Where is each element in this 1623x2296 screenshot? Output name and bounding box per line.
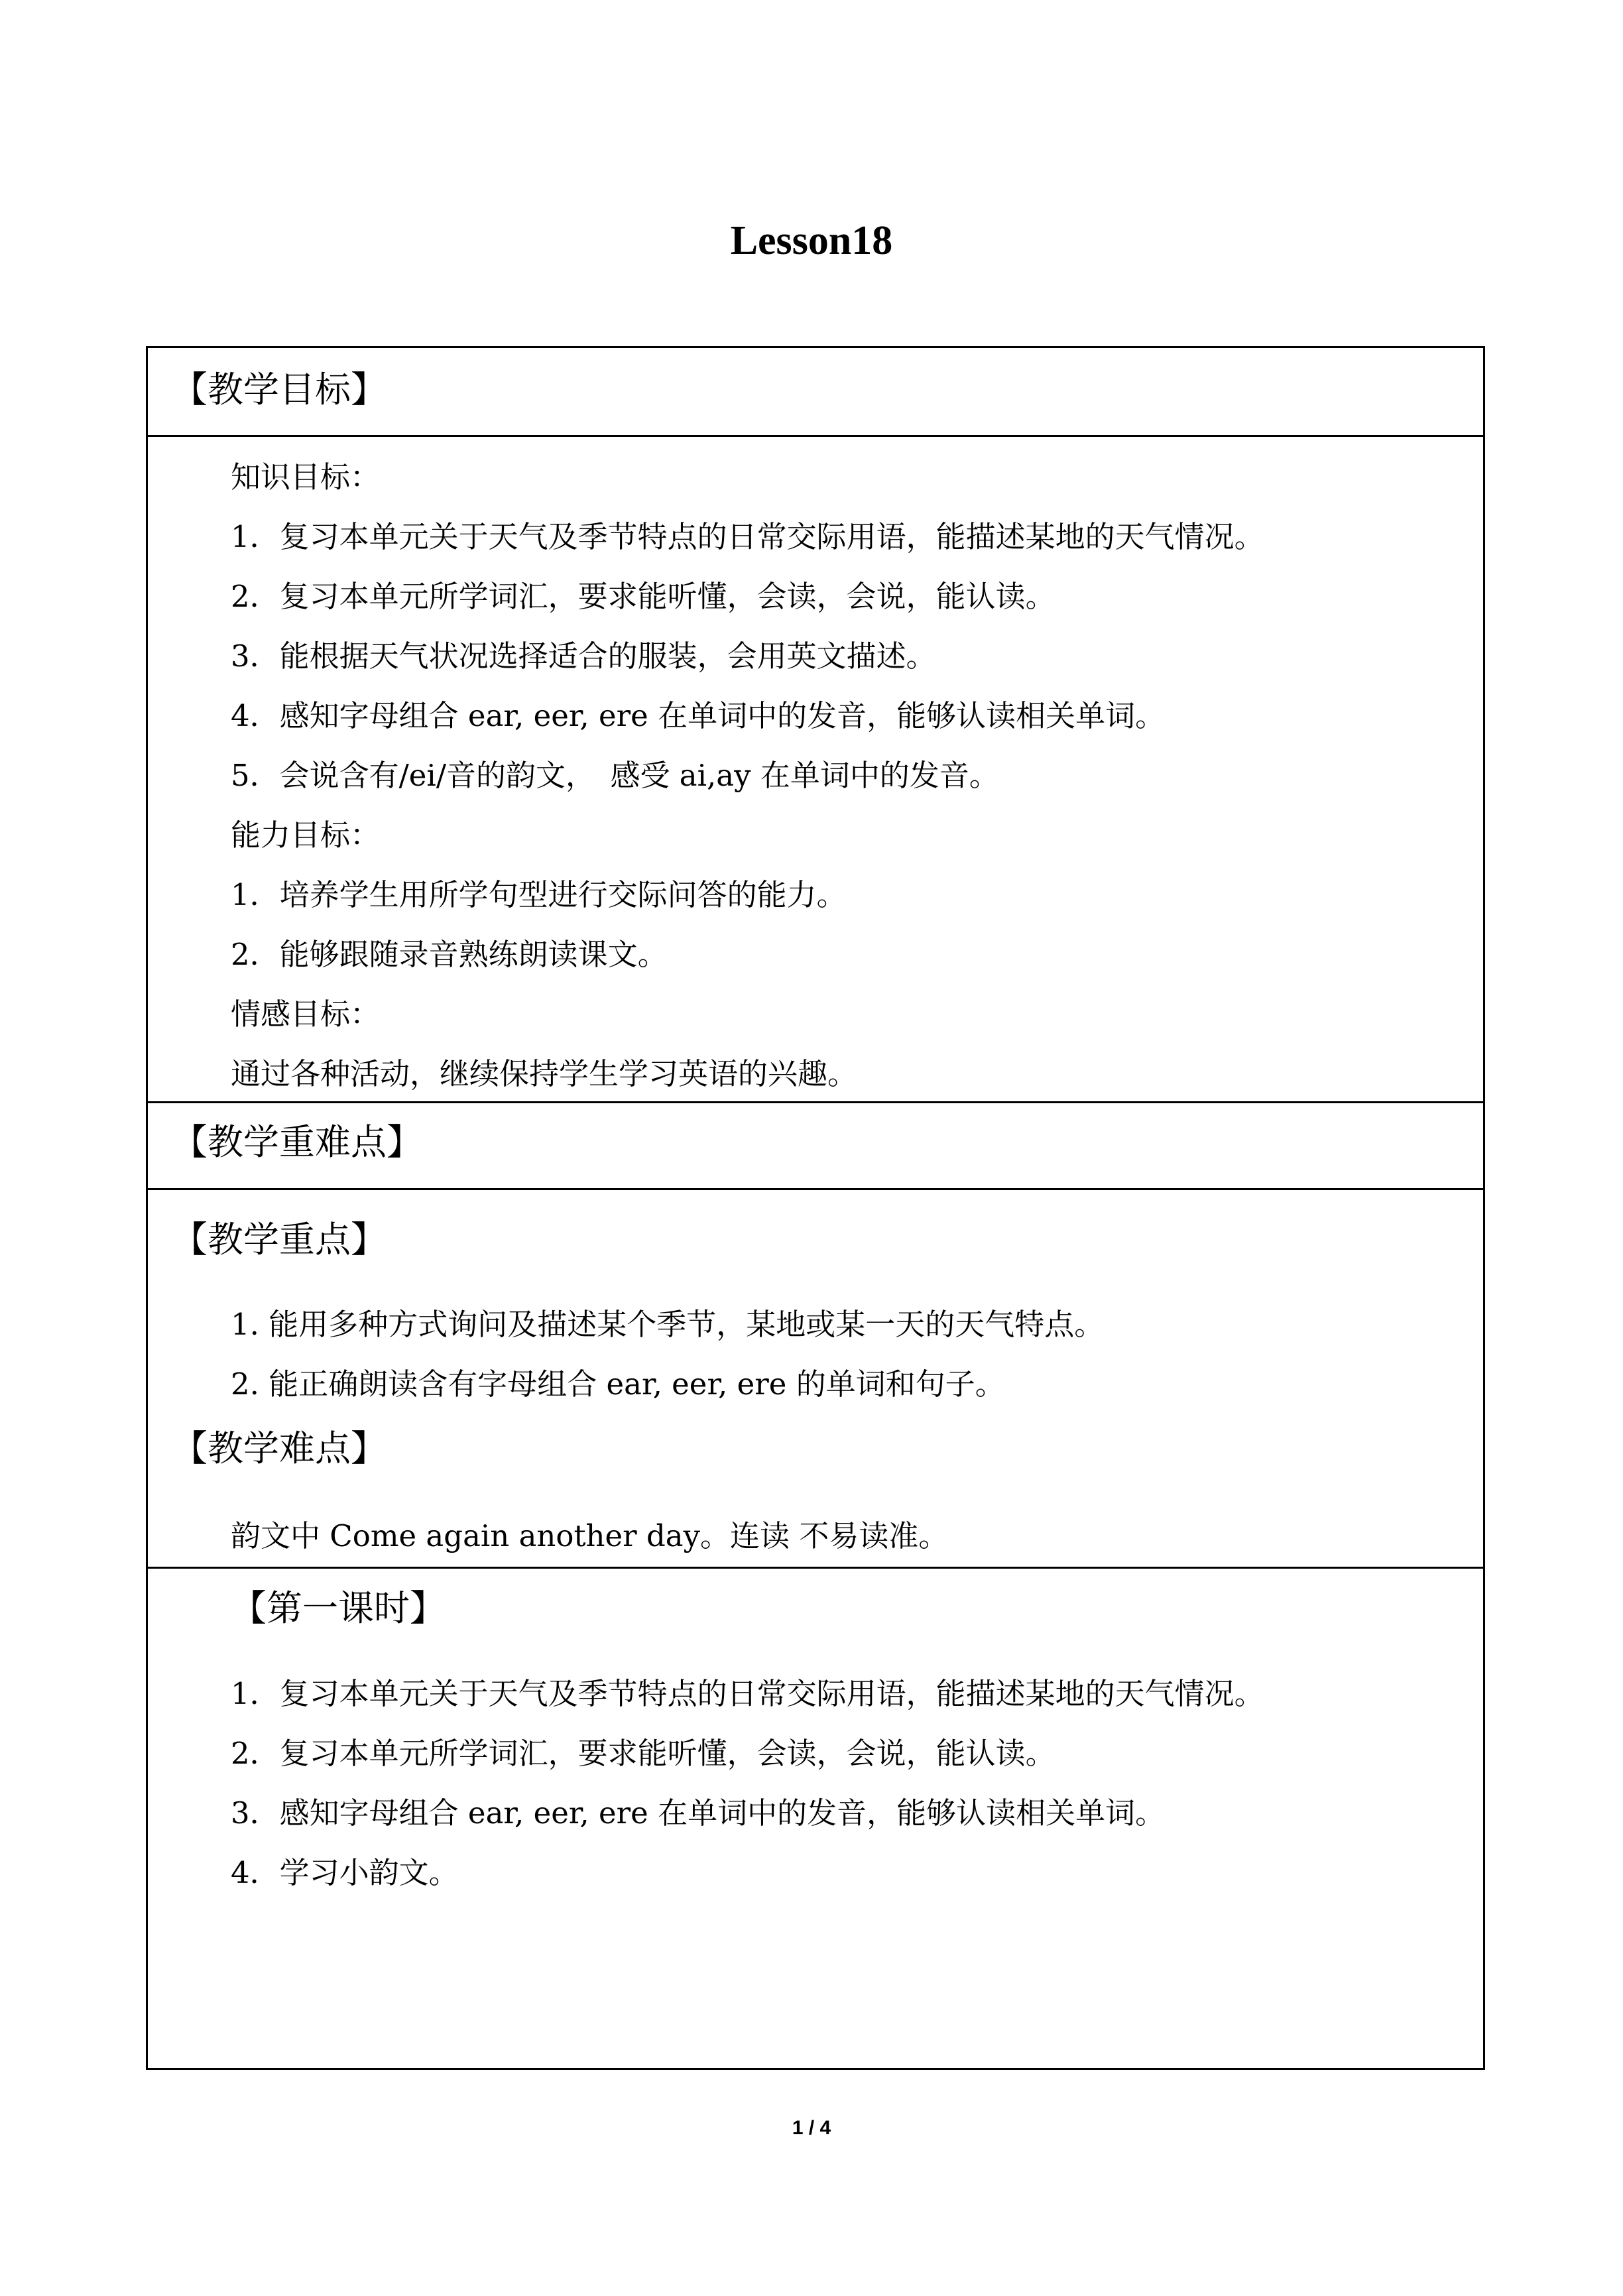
list-item: 5．会说含有/ei/音的韵文， 感受 ai,ay 在单词中的发音。: [231, 758, 999, 793]
row-divider: [148, 1567, 1483, 1569]
difficult-points-text: 韵文中 Come again another day。连读 不易读准。: [231, 1518, 949, 1553]
list-item: 1．复习本单元关于天气及季节特点的日常交际用语，能描述某地的天气情况。: [231, 1676, 1264, 1711]
teaching-goals-heading: 【教学目标】: [172, 369, 387, 410]
list-item: 2．复习本单元所学词汇，要求能听懂，会读，会说，能认读。: [231, 579, 1055, 614]
list-item: 2．能够跟随录音熟练朗读课文。: [231, 937, 668, 972]
list-item: 2. 能正确朗读含有字母组合 ear, eer, ere 的单词和句子。: [231, 1366, 1005, 1402]
list-item: 4．感知字母组合 ear, eer, ere 在单词中的发音，能够认读相关单词。: [231, 698, 1166, 733]
row-divider: [148, 1188, 1483, 1190]
emotion-goals-label: 情感目标：: [231, 997, 381, 1032]
lesson-plan-table: [146, 346, 1485, 2070]
list-item: 3．感知字母组合 ear, eer, ere 在单词中的发音，能够认读相关单词。: [231, 1795, 1166, 1831]
list-item: 3．能根据天气状况选择适合的服装，会用英文描述。: [231, 638, 936, 674]
knowledge-goals-label: 知识目标：: [231, 459, 381, 495]
list-item: 2．复习本单元所学词汇，要求能听懂，会读，会说，能认读。: [231, 1736, 1055, 1771]
key-difficult-points-heading: 【教学重难点】: [172, 1121, 422, 1163]
first-lesson-heading: 【第一课时】: [231, 1587, 446, 1629]
difficult-points-heading: 【教学难点】: [172, 1427, 387, 1469]
row-divider: [148, 1101, 1483, 1103]
row-divider: [148, 435, 1483, 437]
key-points-heading: 【教学重点】: [172, 1219, 387, 1260]
list-item: 1．复习本单元关于天气及季节特点的日常交际用语，能描述某地的天气情况。: [231, 519, 1264, 554]
ability-goals-label: 能力目标：: [231, 817, 381, 853]
list-item: 1. 能用多种方式询问及描述某个季节，某地或某一天的天气特点。: [231, 1307, 1105, 1342]
list-item: 4．学习小韵文。: [231, 1855, 459, 1890]
emotion-goals-text: 通过各种活动，继续保持学生学习英语的兴趣。: [231, 1056, 858, 1091]
list-item: 1．培养学生用所学句型进行交际问答的能力。: [231, 877, 847, 912]
page-title: Lesson18: [730, 218, 893, 263]
page-number: 1 / 4: [792, 2117, 831, 2139]
